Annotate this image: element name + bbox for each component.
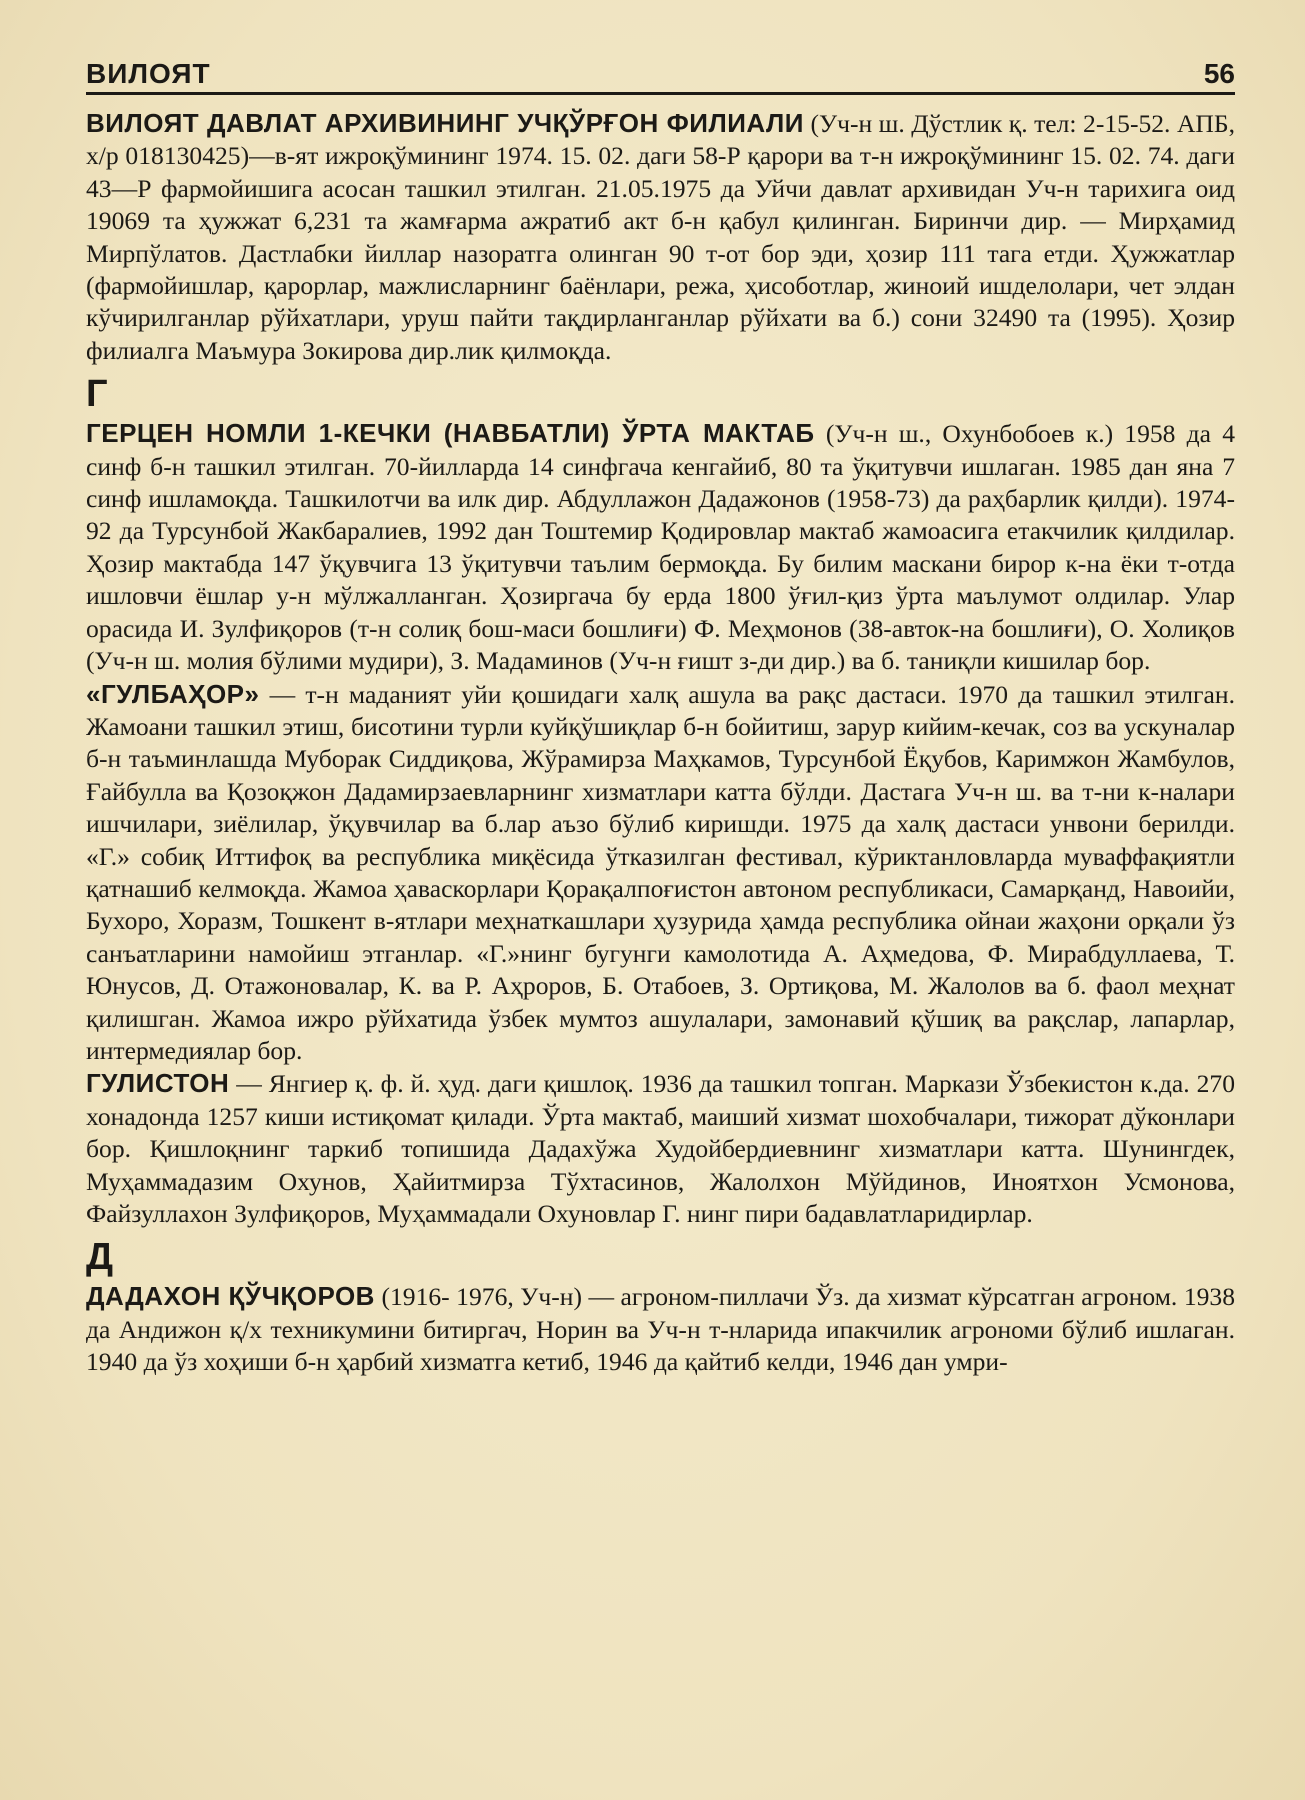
entry-gertsen-school [86,417,1235,677]
entry-headword: ВИЛОЯТ ДАВЛАТ АРХИВИНИНГ УЧҚЎРҒОН ФИЛИАЛИ [86,108,804,138]
entry-headword: ДАДАХОН ҚЎЧҚОРОВ [86,1281,375,1312]
entry-headword: ГУЛИСТОН [86,1068,230,1099]
page-number: 56 [1203,58,1235,89]
entry-text: — Янгиер қ. ф. й. ҳуд. даги қишлоқ. 1936 да ташкил топган. Маркази Ўзбекистон к.да. 270 хонадонда 1257 киши истиқомат қилади. Ўрта мактаб, маиший хизмат шохобчалари, тижорат дўконлари бор. Қишлоқнинг таркиб топишида Дадахўжа Худойбердиевнинг хизматлари катта. Шунингдек, Муҳаммадазим Охунов, Ҳайитмирза Тўхтасинов, Жалолхон Мўйдинов, Иноятхон Усмонова, Файзуллахон Зулфиқоров, Муҳаммадали Охуновлар Г. нинг пири бадавлатларидирлар. [86,1069,1235,1228]
section-letter-g: Г [86,373,108,416]
entry-guliston [86,1067,1235,1230]
entry-text: — т-н маданият уйи қошидаги халқ ашула ва рақс дастаси. 1970 да ташкил этилган. Жамоани ташкил этиш, бисотини турли куйқўшиқлар б-н бойитиш, зарур кийим-кечак, соз ва ускуналар б-н таъминлашда Муборак Сиддиқова, Жўрамирза Маҳкамов, Турсунбой Ёқубов, Каримжон Жамбулов, Ғайбулла ва Қозоқжон Дадамирзаевларнинг хизматлари катта бўлди. Дастага Уч-н ш. ва т-ни к-налари ишчилари, зиёлилар, ўқувчилар ва б.лар аъзо бўлиб киришди. 1975 да халқ дастаси унвони берилди. «Г.» собиқ Иттифоқ ва республика миқёсида ўтказилган фестивал, кўриктанловларда муваффақиятли қатнашиб келмоқда. Жамоа ҳаваскорлари Қорақалпоғистон автоном республикаси, Самарқанд, Навоийи, Бухоро, Хоразм, Тошкент в-ятлари меҳнаткашлари ҳузурида ҳамда республика ойнаи жаҳони орқали ўз санъатларини намойиш этганлар. «Г.»нинг бугунги камолотида А. Аҳмедова, Ф. Мирабдуллаева, Т. Юнусов, Д. Отажоновалар, К. ва Р. Аҳроров, Б. Отабоев, З. Ортиқова, М. Жалолов ва б. фаол меҳнат қилишган. Жамоа ижро рўйхатида ўзбек мумтоз ашулалари, замонавий қўшиқ ва рақслар, лапарлар, интермедиялар бор. [86,679,1235,1065]
entry-text: (1916- 1976, Уч-н) — агроном-пиллачи Ўз. да хизмат кўрсатган агроном. 1938 да Андижон қ/х техникумини битиргач, Норин ва Уч-н т-нларида ипакчилик агрономи бўлиб ишлаган. 1940 да ўз хоҳиши б-н ҳарбий хизматга кетиб, 1946 да қайтиб келди, 1946 дан умри- [86,1282,1236,1377]
entry-text: (Уч-н ш. Дўстлик қ. тел: 2-15-52. АПБ, х/р 018130425)—в-ят ижроқўмининг 1974. 15. 02. даги 58-Р қарори ва т-н ижроқўмининг 15. 02. 74. даги 43—Р фармойишига асосан ташкил этилган. 21.05.1975 да Уйчи давлат архивидан Уч-н тарихига оид 19069 та ҳужжат 6,231 та жамғарма ажратиб акт б-н қабул қилинган. Биринчи дир. — Мирҳамид Мирпўлатов. Дастлабки йиллар назоратга олинган 90 т-от бор эди, ҳозир 111 тага етди. Ҳужжатлар (фармойишлар, қарорлар, мажлисларнинг баёнлари, режа, ҳисоботлар, жиноий ишделолари, чет элдан кўчирилганлар рўйхатлари, уруш пайти тақдирланганлар рўйхати ва б.) сони 32490 та (1995). Ҳозир филиалга Маъмура Зокирова дир.лик қилмоқда. [86,109,1236,365]
page-header [86,58,1235,95]
entry-viloyat-archive [86,107,1235,367]
entry-headword: ГЕРЦЕН НОМЛИ 1-КЕЧКИ (НАВБАТЛИ) ЎРТА МАКТАБ [86,418,815,449]
entry-headword: «ГУЛБАҲОР» [86,678,260,709]
section-letter-d: Д [86,1236,114,1279]
running-head: ВИЛОЯТ [86,58,211,89]
entry-text: (Уч-н ш., Охунбобоев к.) 1958 да 4 синф б-н ташкил этилган. 70-йилларда 14 синфгача кенгайиб, 80 та ўқитувчи ишлаган. 1985 дан яна 7 синф ишламоқда. Ташкилотчи ва илк дир. Абдуллажон Дадажонов (1958-73) да раҳбарлик қилди). 1974-92 да Турсунбой Жакбаралиев, 1992 дан Тоштемир Қодировлар мактаб жамоасига етакчилик қилдилар. Ҳозир мактабда 147 ўқувчига 13 ўқитувчи таълим бермоқда. Бу билим маскани бирор к-на ёки т-отда ишловчи ёшлар у-н мўлжалланган. Ҳозиргача бу ерда 1800 ўғил-қиз ўрта маълумот олдилар. Улар орасида И. Зулфиқоров (т-н солиқ бош-маси бошлиғи) Ф. Меҳмонов (38-авток-на бошлиғи), О. Холиқов (Уч-н ш. молия бўлими мудири), З. Мадаминов (Уч-н ғишт з-ди дир.) ва б. таниқли кишилар бор. [86,419,1236,676]
entry-dadaxon-quchqorov [86,1280,1235,1378]
entry-gulbahor [86,678,1235,1068]
